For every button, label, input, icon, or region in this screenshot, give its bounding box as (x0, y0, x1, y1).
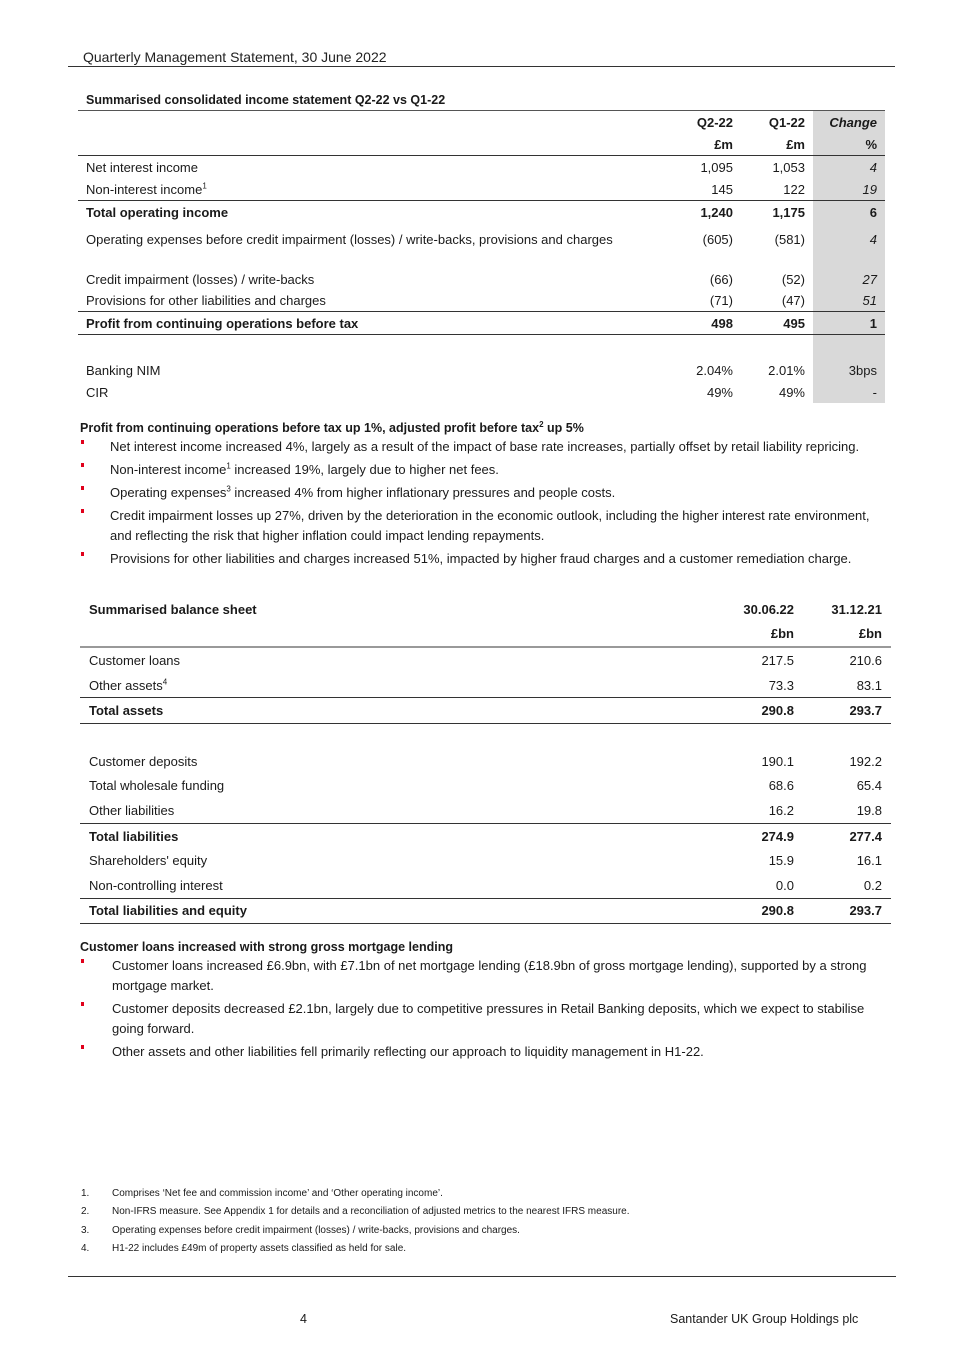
cell-q1: 49% (778, 384, 805, 400)
row-label: Non-controlling interest (89, 877, 223, 893)
row-label: Banking NIM (86, 362, 161, 378)
cell-q2: (66) (709, 272, 733, 287)
footnotes (81, 1184, 630, 1258)
bullet-square-icon (81, 486, 84, 490)
row-label: Total liabilities (80, 823, 715, 848)
table-row (78, 223, 885, 255)
row-label: Total operating income (78, 201, 669, 224)
row-label: Other assets$^4$ (89, 677, 168, 693)
row-label: Customer deposits (89, 753, 198, 769)
cell-change: 27 (813, 255, 885, 289)
column-header-31-12-21: 31.12.21 (831, 601, 882, 617)
table-row-total (80, 823, 891, 848)
profit-commentary (80, 421, 890, 572)
cell-q2: 2.04% (696, 362, 733, 378)
cell-c2: 293.7 (803, 898, 891, 924)
cell-q1: 1,053 (741, 156, 813, 179)
cell-q1: (52) (781, 272, 805, 287)
table-header-row (80, 597, 891, 622)
company-name: Santander UK Group Holdings plc (670, 1312, 859, 1326)
table-row (80, 798, 891, 823)
cell-c1: 68.6 (768, 778, 794, 794)
cell-change: - (813, 381, 885, 403)
row-label: Customer loans (80, 647, 715, 673)
document-header-title: Quarterly Management Statement, 30 June 2022 (83, 49, 387, 65)
row-label: Other liabilities (89, 802, 175, 818)
cell-change: 4 (813, 223, 885, 255)
table-header-row (78, 111, 885, 134)
column-header-change: Change (813, 111, 885, 134)
cell-q1: 495 (741, 312, 813, 335)
cell-c1: 16.2 (768, 802, 794, 818)
cell-c1: 217.5 (715, 647, 803, 673)
cell-c1: 190.1 (761, 753, 794, 769)
cell-q2: 1,240 (669, 201, 741, 224)
cell-c2: 65.4 (856, 778, 882, 794)
table-units-row (78, 133, 885, 156)
row-label: Operating expenses before credit impairment (losses) / write-backs, provisions and charges (86, 231, 613, 247)
unit-change: % (813, 133, 885, 156)
cell-c2: 210.6 (803, 647, 891, 673)
footnote: 4. H1-22 includes £49m of property assets classified as held for sale. (81, 1243, 407, 1255)
row-label: Total liabilities and equity (80, 898, 715, 924)
row-label: CIR (86, 384, 109, 400)
bullet-square-icon (81, 440, 84, 444)
header-divider (68, 66, 895, 67)
cell-change: 3bps (813, 359, 885, 381)
bullet-item: Net interest income increased 4%, largely as a result of the impact of base rate increases, partially offset by retail liability repricing. (80, 437, 890, 457)
bullet-square-icon (81, 463, 84, 467)
table-row-total (78, 312, 885, 335)
cell-c2: 192.2 (849, 753, 882, 769)
cell-q2: 49% (706, 384, 733, 400)
table-spacer (78, 335, 885, 360)
table-row (78, 289, 885, 312)
bullet-square-icon (81, 959, 84, 963)
bullet-square-icon (81, 509, 84, 513)
table-row (78, 359, 885, 381)
table-row-total (78, 201, 885, 224)
bullet-item: Customer loans increased £6.9bn, with £7.1bn of net mortgage lending (£18.9bn of gross mortgage lending), supported by a strong mortgage market. (80, 956, 892, 996)
cell-change: 4 (813, 156, 885, 179)
column-header-q2: Q2-22 (669, 111, 741, 134)
bullet-item: Other assets and other liabilities fell primarily reflecting our approach to liquidity management in H1-22. (80, 1042, 892, 1062)
cell-q1: (581) (774, 231, 805, 247)
row-label: Total assets (80, 698, 715, 724)
table-row (78, 381, 885, 403)
cell-change: 1 (813, 312, 885, 335)
cell-change: 6 (813, 201, 885, 224)
cell-change: 19 (813, 178, 885, 201)
cell-c2: 19.8 (856, 802, 882, 818)
table-row (80, 647, 891, 673)
row-label: Provisions for other liabilities and charges (86, 292, 326, 308)
loans-commentary (80, 940, 892, 1065)
table-row (78, 255, 885, 289)
bullet-square-icon (81, 1045, 84, 1049)
cell-q2: (71) (709, 292, 733, 308)
table-row-total (80, 898, 891, 924)
cell-c1: 290.8 (715, 698, 803, 724)
table-units-row (80, 622, 891, 648)
footnote-ref: 4 (162, 677, 168, 687)
table-row (80, 774, 891, 799)
cell-q1: 122 (783, 181, 805, 197)
loans-commentary-title: Customer loans increased with strong gross mortgage lending (80, 940, 453, 954)
cell-q1: 1,175 (741, 201, 813, 224)
cell-c2: 16.1 (856, 853, 882, 869)
cell-q1: 2.01% (768, 362, 805, 378)
balance-sheet-table (80, 597, 891, 924)
bullet-item: Provisions for other liabilities and charges increased 51%, impacted by higher fraud charges and a customer remediation charge. (80, 549, 890, 569)
cell-q2: 1,095 (669, 156, 741, 179)
column-header-q1: Q1-22 (741, 111, 813, 134)
cell-c2: 277.4 (803, 823, 891, 848)
cell-q1: (47) (781, 292, 805, 308)
bullet-item: Credit impairment losses up 27%, driven by the deterioration in the economic outlook, including the higher interest rate environment, and reflecting the risk that higher inflation could impact lending repayments. (80, 506, 890, 546)
cell-c2: 0.2 (863, 877, 882, 893)
table-row (78, 156, 885, 179)
page-number: 4 (300, 1312, 307, 1326)
row-label: Net interest income (78, 156, 669, 179)
profit-commentary-bullets (80, 437, 890, 569)
cell-change: 51 (813, 289, 885, 312)
footnote: 3. Operating expenses before credit impairment (losses) / write-backs, provisions and charges. (81, 1224, 520, 1236)
unit-q2: £m (714, 136, 733, 152)
table-spacer (80, 723, 891, 749)
income-statement-title: Summarised consolidated income statement Q2-22 vs Q1-22 (86, 93, 446, 107)
table-row-total (80, 698, 891, 724)
balance-sheet-title: Summarised balance sheet (89, 601, 257, 617)
bullet-item: Non-interest income$^1$ increased 19%, largely due to higher net fees. (80, 460, 890, 480)
footnote: 2. Non-IFRS measure. See Appendix 1 for details and a reconciliation of adjusted metrics to the nearest IFRS measure. (81, 1206, 630, 1218)
bullet-square-icon (81, 552, 84, 556)
footnote-ref: 1 (202, 181, 207, 191)
column-header-30-06-22: 30.06.22 (743, 601, 794, 617)
cell-q2: (605) (702, 231, 733, 247)
profit-commentary-title: Profit from continuing operations before tax up 1%, adjusted profit before tax$^2$ up 5% (80, 419, 584, 435)
row-label: Non-interest income$^1$ (86, 181, 207, 197)
table-row (80, 749, 891, 774)
loans-commentary-bullets (80, 956, 892, 1062)
cell-c1: 290.8 (715, 898, 803, 924)
cell-c1: 15.9 (768, 853, 794, 869)
footnote-ref: 2 (539, 419, 544, 429)
footer-divider (68, 1276, 896, 1277)
cell-c1: 274.9 (715, 823, 803, 848)
row-label: Total wholesale funding (89, 778, 225, 794)
unit-c2: £bn (858, 626, 882, 642)
cell-c2: 293.7 (803, 698, 891, 724)
cell-q2: 498 (669, 312, 741, 335)
cell-c1: 0.0 (775, 877, 794, 893)
row-label: Shareholders' equity (89, 853, 208, 869)
row-label: Profit from continuing operations before tax (78, 312, 669, 335)
income-statement-table (78, 110, 885, 403)
footnote: 1. Comprises ‘Net fee and commission income’ and ‘Other operating income’. (81, 1187, 443, 1199)
cell-q2: 145 (711, 181, 733, 197)
cell-c1: 73.3 (768, 677, 794, 693)
row-label: Credit impairment (losses) / write-backs (86, 272, 315, 287)
table-row (80, 848, 891, 873)
table-row (78, 178, 885, 201)
unit-q1: £m (786, 136, 805, 152)
cell-c2: 83.1 (856, 677, 882, 693)
bullet-item: Operating expenses$^3$ increased 4% from higher inflationary pressures and people costs. (80, 483, 890, 503)
bullet-square-icon (81, 1002, 84, 1006)
bullet-item: Customer deposits decreased £2.1bn, largely due to competitive pressures in Retail Banking deposits, which we expect to stabilise going forward. (80, 999, 892, 1039)
unit-c1: £bn (770, 626, 794, 642)
table-row (80, 873, 891, 898)
table-row (80, 673, 891, 698)
